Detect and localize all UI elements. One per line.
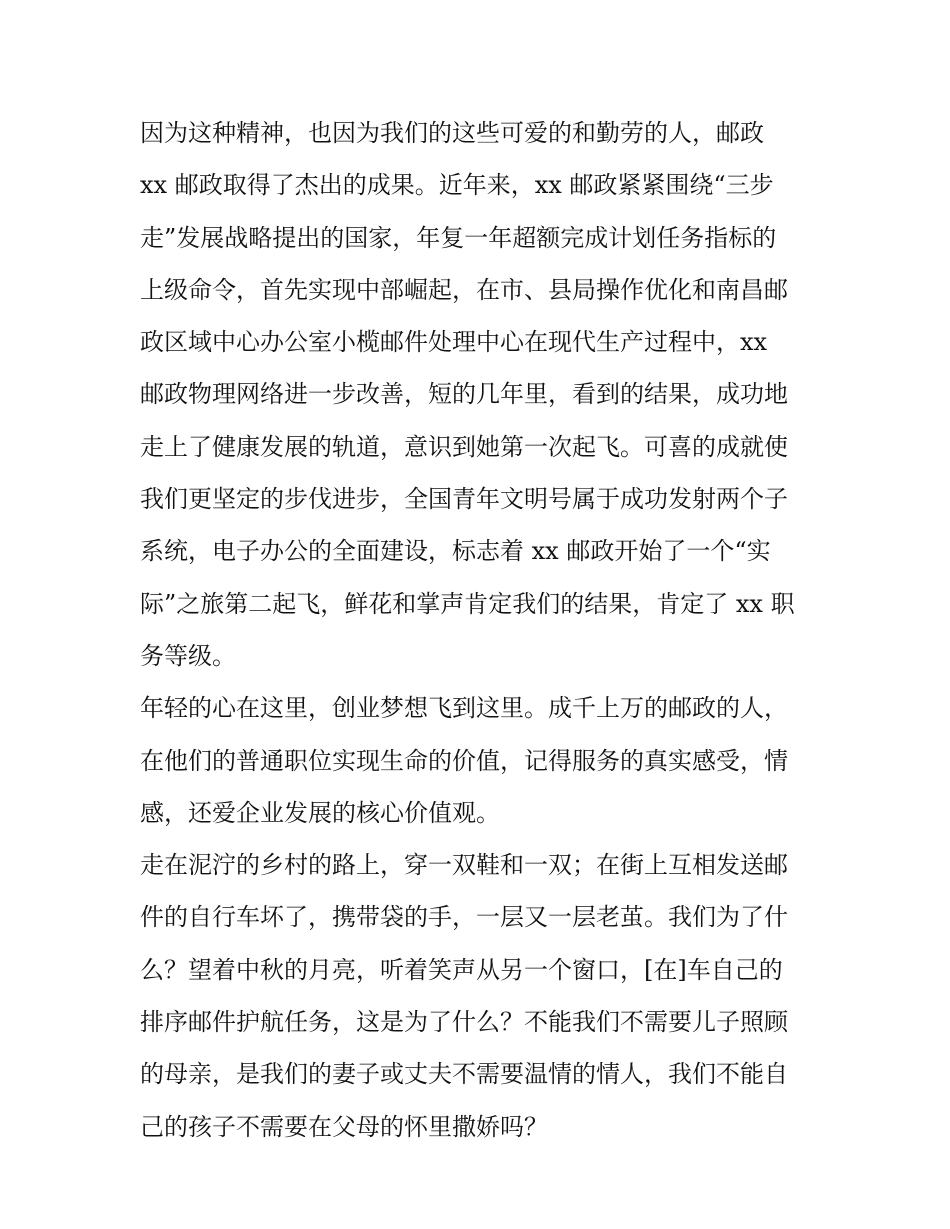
text-line: 件的自行车坏了，携带袋的手，一层又一层老茧。我们为了什: [140, 903, 788, 932]
text-line: 我们更坚定的步伐进步，全国青年文明号属于成功发射两个子: [140, 485, 788, 514]
text-line: 年轻的心在这里，创业梦想飞到这里。成千上万的邮政的人，: [140, 694, 788, 723]
text-line: 感，还爱企业发展的核心价值观。: [140, 798, 500, 827]
text-line: 走上了健康发展的轨道，意识到她第一次起飞。可喜的成就使: [140, 432, 788, 461]
text-line: 系统，电子办公的全面建设，标志着 xx 邮政开始了一个“实: [140, 537, 771, 566]
text-line: 在他们的普通职位实现生命的价值，记得服务的真实感受，情: [140, 746, 788, 775]
text-line: 走在泥泞的乡村的路上，穿一双鞋和一双；在街上互相发送邮: [140, 851, 788, 880]
text-line: 政区域中心办公室小榄邮件处理中心在现代生产过程中，xx: [140, 328, 768, 357]
text-line: 际”之旅第二起飞，鲜花和掌声肯定我们的结果，肯定了 xx 职: [140, 589, 795, 618]
text-line: 己的孩子不需要在父母的怀里撒娇吗？: [140, 1112, 548, 1141]
text-line: 排序邮件护航任务，这是为了什么？不能我们不需要儿子照顾: [140, 1008, 788, 1037]
text-line: 务等级。: [140, 641, 236, 670]
text-line: 上级命令，首先实现中部崛起，在市、县局操作优化和南昌邮: [140, 275, 788, 304]
text-line: 走”发展战略提出的国家，年复一年超额完成计划任务指标的: [140, 223, 777, 252]
text-line: xx 邮政取得了杰出的成果。近年来，xx 邮政紧紧围绕“三步: [140, 171, 774, 200]
text-line: 因为这种精神，也因为我们的这些可爱的和勤劳的人，邮政: [140, 119, 764, 147]
body-text: [140, 107, 820, 1153]
text-line: 邮政物理网络进一步改善，短的几年里，看到的结果，成功地: [140, 380, 788, 409]
text-line: 的母亲，是我们的妻子或丈夫不需要温情的情人，我们不能自: [140, 1060, 788, 1089]
text-line: 么？望着中秋的月亮，听着笑声从另一个窗口，[在]车自己的: [140, 955, 783, 984]
